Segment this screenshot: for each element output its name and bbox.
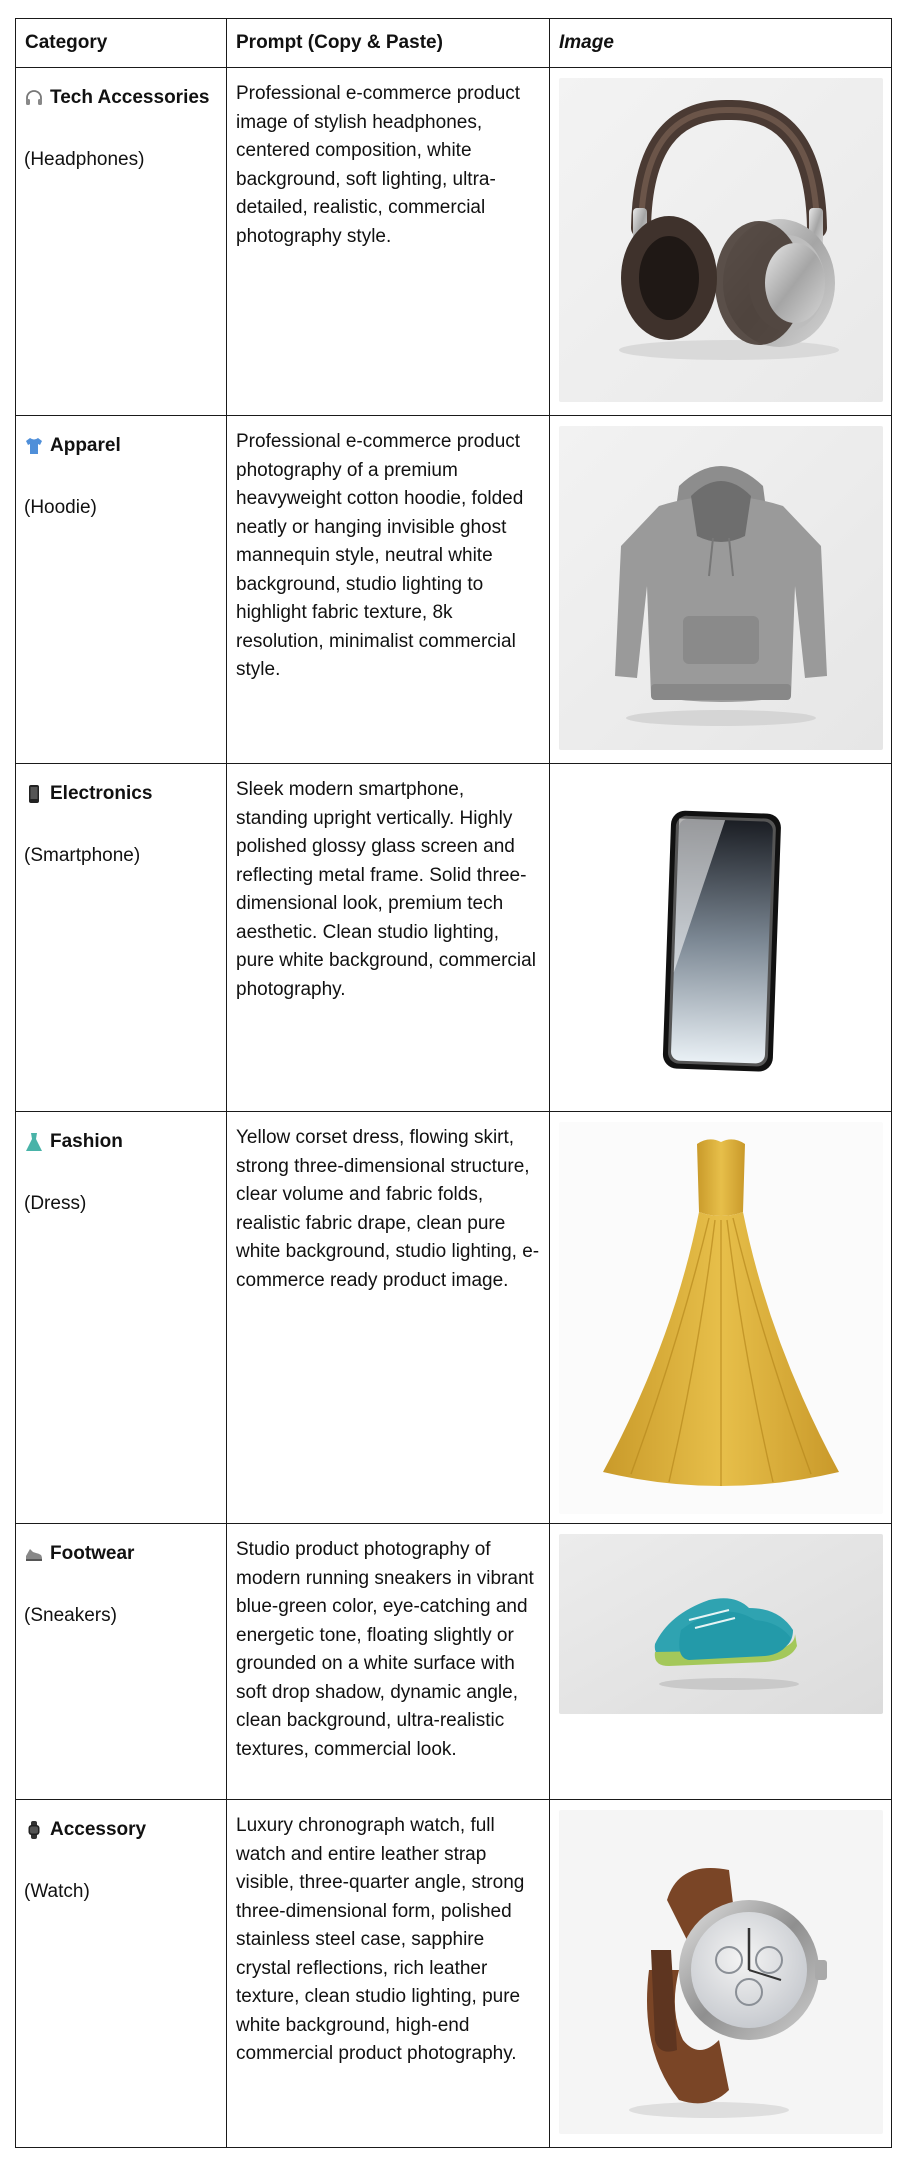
category-label: Accessory	[50, 1819, 147, 1840]
header-prompt: Prompt (Copy & Paste)	[227, 19, 550, 68]
category-label: Electronics	[50, 783, 153, 804]
sneakers-image	[559, 1534, 883, 1714]
image-cell	[550, 764, 892, 1112]
image-cell	[550, 1112, 892, 1524]
subcategory-label: (Smartphone)	[24, 845, 141, 866]
category-cell	[16, 68, 227, 416]
category-label: Footwear	[50, 1543, 135, 1564]
watch-image	[559, 1810, 883, 2134]
category-cell	[16, 1112, 227, 1524]
prompt-text[interactable]: Professional e-commerce product photography of a premium heavyweight cotton hoodie, folded neatly or hanging invisible ghost mannequin style, neutral white background, studio lighting to highlight fabric texture, 8k resolution, minimalist commercial style.	[227, 416, 550, 764]
subcategory-label: (Hoodie)	[24, 497, 97, 518]
image-cell	[550, 1800, 892, 2148]
prompt-text[interactable]: Luxury chronograph watch, full watch and entire leather strap visible, three-quarter angle, strong three-dimensional form, polished stainless steel case, sapphire crystal reflections, rich leather texture, clean studio lighting, pure white background, high-end commercial product photography.	[227, 1800, 550, 2148]
subcategory-label: (Watch)	[24, 1881, 90, 1902]
image-cell	[550, 68, 892, 416]
smartphone-image	[559, 774, 883, 1104]
prompt-text[interactable]: Studio product photography of modern running sneakers in vibrant blue-green color, eye-catching and energetic tone, floating slightly or grounded on a white surface with soft drop shadow, dynamic angle, clean background, ultra-realistic textures, commercial look.	[227, 1524, 550, 1800]
prompt-text[interactable]: Yellow corset dress, flowing skirt, strong three-dimensional structure, clear volume and fabric folds, realistic fabric drape, clean pure white background, studio lighting, e-commerce ready product image.	[227, 1112, 550, 1524]
dress-image	[559, 1122, 883, 1514]
prompt-text[interactable]: Sleek modern smartphone, standing upright vertically. Highly polished glossy glass screen and reflecting metal frame. Solid three-dimensional look, premium tech aesthetic. Clean studio lighting, pure white background, commercial photography.	[227, 764, 550, 1112]
watch-icon	[24, 1820, 44, 1840]
image-cell	[550, 1524, 892, 1800]
image-cell	[550, 416, 892, 764]
category-cell	[16, 764, 227, 1112]
category-cell	[16, 1800, 227, 2148]
prompt-text[interactable]: Professional e-commerce product image of stylish headphones, centered composition, white background, soft lighting, ultra-detailed, realistic, commercial photography style.	[227, 68, 550, 416]
header-category: Category	[16, 19, 227, 68]
mobile-phone-icon	[24, 784, 44, 804]
table-header-row	[16, 19, 892, 68]
hoodie-image	[559, 426, 883, 750]
table-row	[16, 764, 892, 1112]
table-row	[16, 1800, 892, 2148]
header-image: Image	[550, 19, 892, 68]
subcategory-label: (Dress)	[24, 1193, 87, 1214]
tshirt-icon	[24, 436, 44, 456]
table-row	[16, 1112, 892, 1524]
dress-icon	[24, 1132, 44, 1152]
category-cell	[16, 416, 227, 764]
prompt-table	[15, 18, 892, 2148]
category-label: Apparel	[50, 435, 121, 456]
category-label: Tech Accessories	[50, 87, 210, 108]
category-cell	[16, 1524, 227, 1800]
shoe-icon	[24, 1544, 44, 1564]
table-row	[16, 416, 892, 764]
subcategory-label: (Headphones)	[24, 149, 145, 170]
category-label: Fashion	[50, 1131, 123, 1152]
subcategory-label: (Sneakers)	[24, 1605, 117, 1626]
headphones-icon	[24, 88, 44, 108]
headphones-image	[559, 78, 883, 402]
table-row	[16, 1524, 892, 1800]
table-row	[16, 68, 892, 416]
